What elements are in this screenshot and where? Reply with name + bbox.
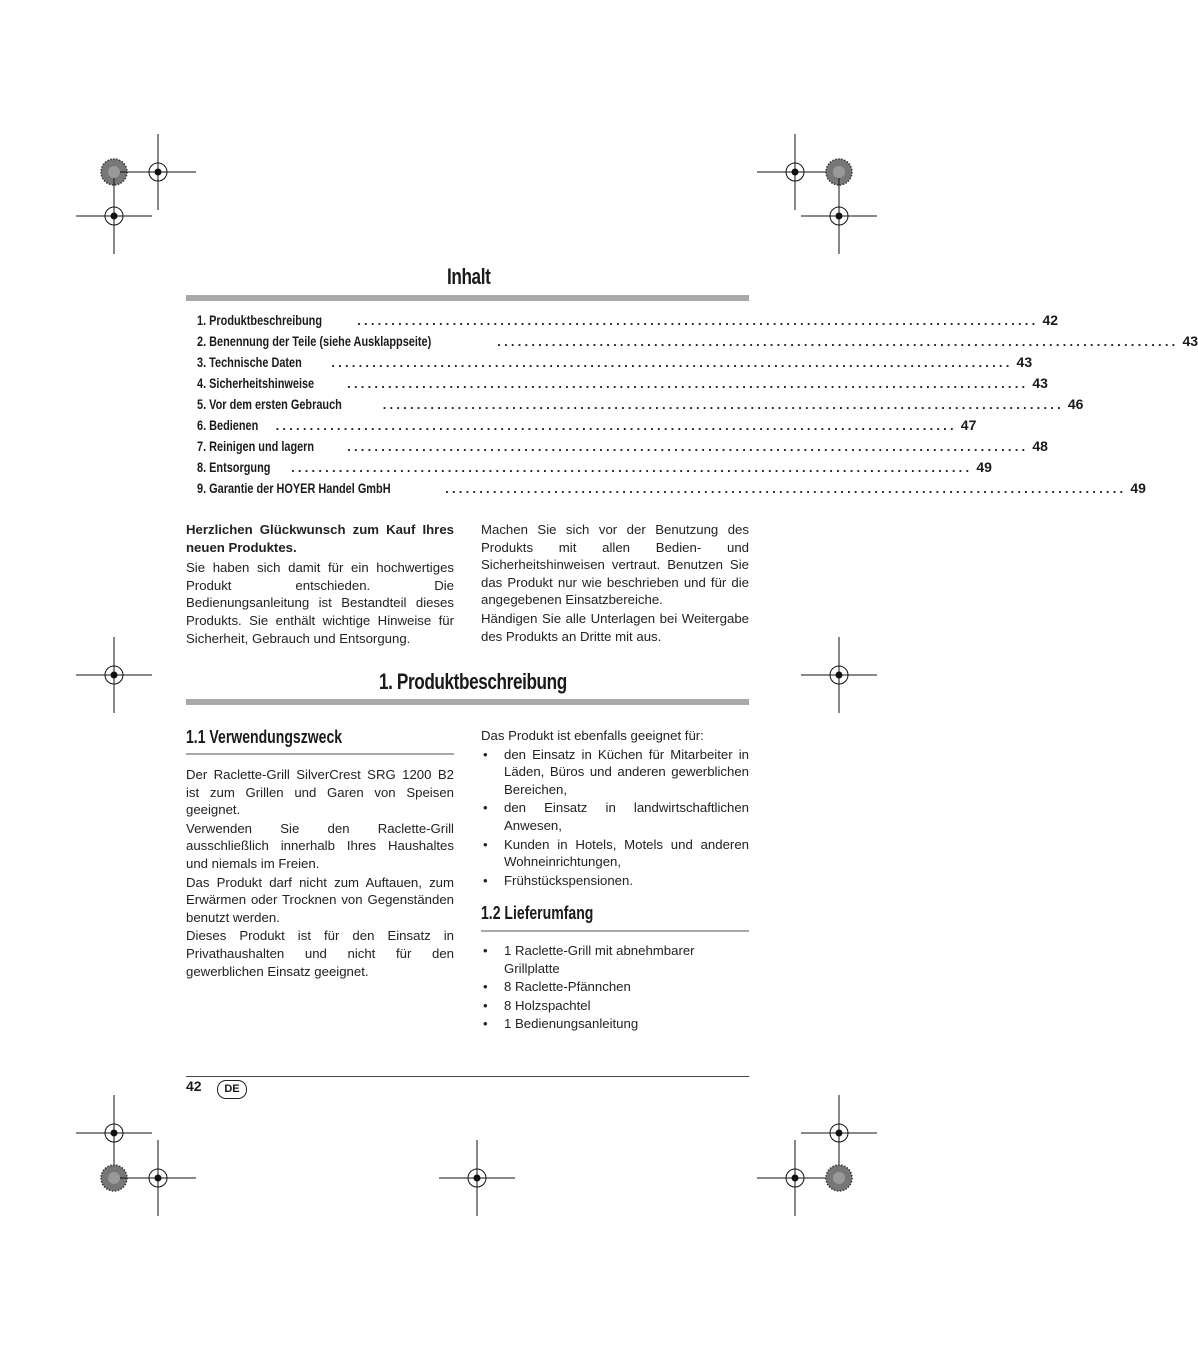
list-item: • den Einsatz in landwirtschaftlichen Anwesen, <box>481 799 749 834</box>
intro-right-column <box>481 521 749 645</box>
list-item: • Frühstückspensionen. <box>481 872 749 890</box>
language-badge: DE <box>217 1080 247 1099</box>
table-of-contents <box>197 312 1198 501</box>
also-suitable-intro: Das Produkt ist ebenfalls geeignet für: <box>481 728 704 743</box>
list-item: • 8 Raclette-Pfännchen <box>481 978 749 996</box>
intro-paragraph: Sie haben sich damit für ein hochwertiges Produkt entschieden. Die Bedienungsanleitung ist Bestandteil dieses Produkts. Sie enthält wichtige Hinweise für Sicherheit, Gebrauch und Entsorgung. <box>186 560 454 646</box>
toc-item[interactable]: 3. Technische Daten .................................................................................................... 43 <box>197 354 1033 370</box>
toc-title: Inhalt <box>447 264 491 289</box>
toc-item[interactable]: 5. Vor dem ersten Gebrauch .................................................................................................... 46 <box>197 396 1084 412</box>
page-number: 42 <box>186 1078 202 1094</box>
toc-item[interactable]: 7. Reinigen und lagern .................................................................................................... 48 <box>197 438 1048 454</box>
section-title: 1. Produktbeschreibung <box>379 669 567 694</box>
usage-paragraph: Dieses Produkt ist für den Einsatz in Privathaushalten und nicht für den gewerblichen Einsatz geeignet. <box>186 928 454 979</box>
delivery-list <box>481 942 749 1033</box>
list-item: • den Einsatz in Küchen für Mitarbeiter in Läden, Büros und anderen gewerblichen Bereichen, <box>481 746 749 799</box>
toc-item[interactable]: 6. Bedienen .................................................................................................... 47 <box>197 417 977 433</box>
toc-item[interactable]: 2. Benennung der Teile (siehe Ausklappseite) .................................................................................................... 43 <box>197 333 1198 349</box>
intro-paragraph: Machen Sie sich vor der Benutzung des Produkts mit allen Bedien- und Sicherheitshinweisen vertraut. Benutzen Sie das Produkt nur wie beschrieben und für die angegebenen Einsatzbereiche. <box>481 522 749 608</box>
list-item: • 1 Raclette-Grill mit abnehmbarer Grillplatte <box>481 942 704 977</box>
usage-paragraph: Verwenden Sie den Raclette-Grill ausschließlich innerhalb Ihres Haushaltes und niemals im Freien. <box>186 820 454 871</box>
footer-rule <box>186 1076 749 1077</box>
usage-paragraph: Das Produkt darf nicht zum Auftauen, zum Erwärmen oder Trocknen von Gegenständen benutzt werden. <box>186 874 454 925</box>
intro-heading: Herzlichen Glückwunsch zum Kauf Ihres neuen Produktes. <box>186 522 454 555</box>
intro-left-column <box>186 521 454 647</box>
list-item: • Kunden in Hotels, Motels und anderen Wohneinrichtungen, <box>481 836 749 871</box>
usage-column <box>186 766 454 980</box>
list-item: • 1 Bedienungsanleitung <box>481 1015 749 1033</box>
subsection-rule <box>481 930 749 932</box>
toc-item[interactable]: 9. Garantie der HOYER Handel GmbH .................................................................................................... 49 <box>197 480 1146 496</box>
toc-item[interactable]: 4. Sicherheitshinweise .................................................................................................... 43 <box>197 375 1048 391</box>
intro-paragraph: Händigen Sie alle Unterlagen bei Weitergabe des Produkts an Dritte mit aus. <box>481 610 749 644</box>
section-title-rule <box>186 699 749 705</box>
list-item: • 8 Holzspachtel <box>481 997 749 1015</box>
toc-title-rule <box>186 295 749 301</box>
delivery-column <box>481 942 749 1033</box>
subsection-title: 1.2 Lieferumfang <box>481 903 594 923</box>
toc-item[interactable]: 8. Entsorgung .................................................................................................... 49 <box>197 459 992 475</box>
also-suitable-column <box>481 727 749 889</box>
subsection-title: 1.1 Verwendungszweck <box>186 727 343 747</box>
also-suitable-list <box>481 746 749 890</box>
toc-item[interactable]: 1. Produktbeschreibung .................................................................................................... 42 <box>197 312 1059 328</box>
usage-paragraph: Der Raclette-Grill SilverCrest SRG 1200 B2 ist zum Grillen und Garen von Speisen geeignet. <box>186 767 454 818</box>
subsection-rule <box>186 753 454 755</box>
